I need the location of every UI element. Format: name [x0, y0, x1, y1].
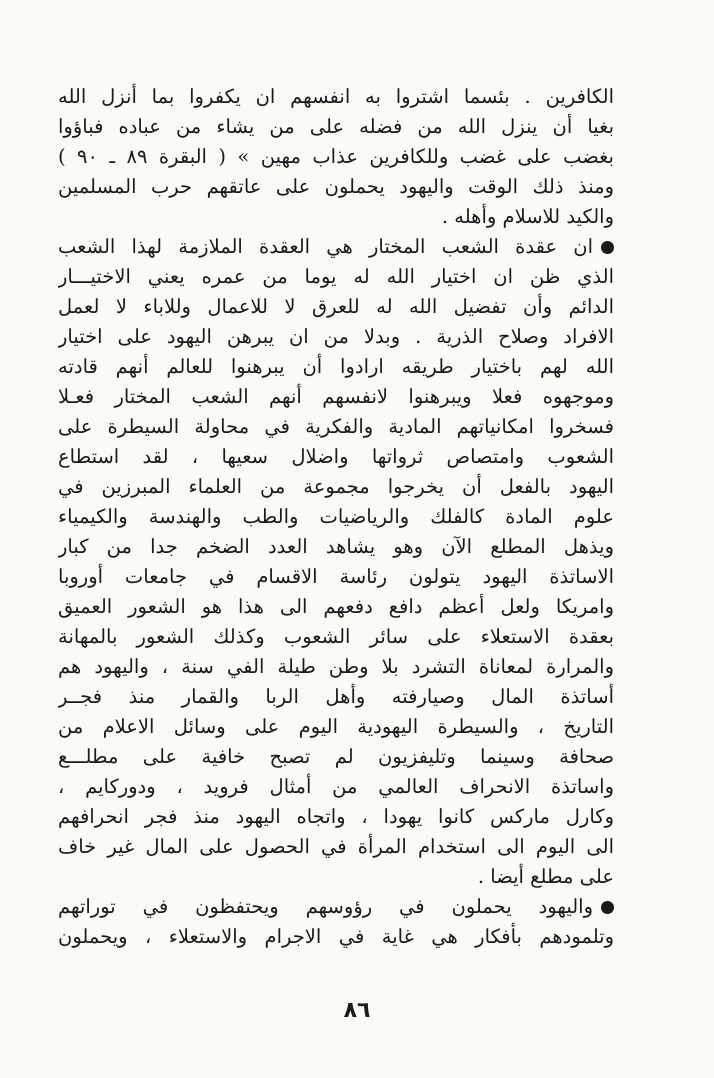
- text-line-bulleted: [58, 892, 614, 922]
- page-body: [58, 82, 614, 952]
- text-line: الشعوب وامتصاص ثرواتها واضلال سعيها ، لقد استطاع: [58, 445, 614, 468]
- text-line: الى اليوم الى استخدام المرأة في الحصول على المال غير خاف: [58, 835, 614, 858]
- text-line: الكافرين . بئسما اشتروا به انفسهم ان يكفروا بما أنزل الله: [58, 85, 614, 108]
- paragraph-2: [58, 232, 614, 892]
- text-line: الذي ظن ان اختيار الله له يوما من عمره يعني الاختيـــار: [58, 265, 614, 288]
- text-line: فسخروا امكانياتهم المادية والفكرية في محاولة السيطرة على: [58, 415, 614, 438]
- paragraph-1: [58, 82, 614, 232]
- text-line: الاساتذة اليهود يتولون رئاسة الاقسام في جامعات أوروبا: [58, 565, 614, 588]
- text-line: على مطلع أيضا .: [477, 865, 614, 888]
- text-line: بغضب على غضب وللكافرين عذاب مهين » ( البقرة ٨٩ ـ ٩٠ ): [58, 145, 614, 168]
- text-line: ومنذ ذلك الوقت واليهود يحملون على عاتقهم حرب المسلمين: [58, 175, 614, 198]
- text-line: وامريكا ولعل أعظم دافع دفعهم الى هذا هو الشعور العميق: [58, 595, 614, 618]
- text-line: واليهود يحملون في رؤوسهم ويحتفظون في توراتهم: [58, 895, 593, 918]
- bullet-icon: [601, 241, 614, 254]
- text-line: الافراد وصلاح الذرية . وبدلا من ان يبرهن اليهود على اختيار: [58, 325, 614, 348]
- text-line: اليهود بالفعل أن يخرجوا مجموعة من العلماء المبرزين في: [58, 475, 614, 498]
- text-line: صحافة وسينما وتليفزيون لم تصبح خافية على مطلـــع: [58, 745, 614, 768]
- text-line: بعقدة الاستعلاء على سائر الشعوب وكذلك الشعور بالمهانة: [58, 625, 614, 648]
- page-number: ٨٦: [343, 998, 371, 1023]
- text-line-bulleted: [58, 232, 614, 262]
- text-line: علوم المادة كالفلك والرياضيات والطب والهندسة والكيمياء: [58, 505, 614, 528]
- text-line: ان عقدة الشعب المختار هي العقدة الملازمة لهذا الشعب: [58, 235, 593, 258]
- text-line: وموجهوه فعلا ويبرهنوا لانفسهم أنهم الشعب المختار فعـلا: [58, 385, 614, 408]
- text-line: الدائم وأن تفضيل الله له للعرق لا للاعمال وللاباء لا لعمل: [58, 295, 614, 318]
- paragraph-3: [58, 892, 614, 952]
- text-line: الله لهم باختيار طريقه ارادوا أن يبرهنوا للعالم أنهم قادته: [58, 355, 614, 378]
- text-line: والمرارة لمعاناة التشرد بلا وطن طيلة الفي سنة ، واليهود هم: [58, 655, 614, 678]
- text-line: وكارل ماركس كانوا يهودا ، واتجاه اليهود منذ فجر انحرافهم: [58, 805, 614, 828]
- text-line: واساتذة الانحراف العالمي من أمثال فرويد ، ودوركايم ،: [58, 775, 614, 798]
- bullet-icon: [601, 901, 614, 914]
- text-line: التاريخ ، والسيطرة اليهودية اليوم على وسائل الاعلام من: [58, 715, 614, 738]
- text-line: أساتذة المال وصيارفته وأهل الربا والقمار منذ فجــر: [58, 685, 614, 708]
- text-line: والكيد للاسلام وأهله .: [441, 205, 614, 228]
- text-line: بغيا أن ينزل الله من فضله على من يشاء من عباده فباؤوا: [58, 115, 614, 138]
- text-line: ويذهل المطلع الآن وهو يشاهد العدد الضخم جدا من كبار: [58, 535, 614, 558]
- text-line: وتلمودهم بأفكار هي غاية في الاجرام والاستعلاء ، ويحملون: [58, 925, 614, 948]
